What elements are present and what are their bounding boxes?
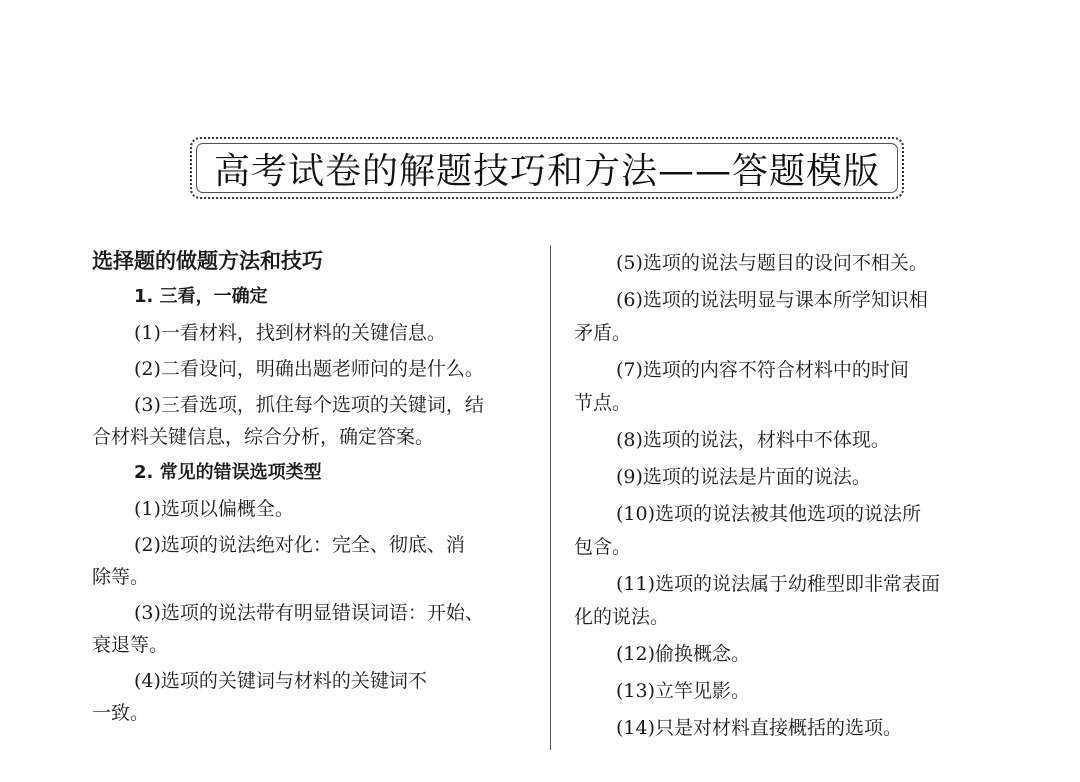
paragraph-line: (10)选项的说法被其他选项的说法所 — [616, 503, 922, 525]
paragraph-line: (12)偷换概念。 — [616, 643, 751, 665]
paragraph-line: 衰退等。 — [92, 634, 169, 656]
paragraph-line: (14)只是对材料直接概括的选项。 — [616, 717, 903, 739]
paragraph-line: (3)三看选项，抓住每个选项的关键词，结 — [134, 394, 484, 416]
paragraph-line: (7)选项的内容不符合材料中的时间 — [616, 359, 909, 381]
subheading-three-looks: 1. 三看，一确定 — [134, 286, 268, 307]
paragraph-line: 矛盾。 — [574, 322, 632, 344]
paragraph-line: (2)选项的说法绝对化：完全、彻底、消 — [134, 534, 465, 556]
paragraph-line: (5)选项的说法与题目的设问不相关。 — [616, 252, 928, 274]
paragraph-line: 包含。 — [574, 536, 632, 558]
paragraph-line: (8)选项的说法，材料中不体现。 — [616, 429, 890, 451]
paragraph-line: (11)选项的说法属于幼稚型即非常表面 — [616, 573, 941, 595]
paragraph-line: (1)选项以偏概全。 — [134, 498, 294, 520]
paragraph-line: 化的说法。 — [574, 606, 670, 628]
subheading-error-types: 2. 常见的错误选项类型 — [134, 462, 322, 483]
paragraph-line: 合材料关键信息，综合分析，确定答案。 — [92, 426, 435, 448]
page-title: 高考试卷的解题技巧和方法——答题模版 — [213, 150, 880, 192]
paragraph-line: (3)选项的说法带有明显错误词语：开始、 — [134, 602, 484, 624]
section-heading: 选择题的做题方法和技巧 — [92, 249, 323, 273]
paragraph-line: (13)立竿见影。 — [616, 680, 751, 702]
paragraph-line: 除等。 — [92, 566, 150, 588]
column-divider — [550, 245, 551, 750]
left-column — [92, 246, 532, 736]
paragraph-line: (4)选项的关键词与材料的关键词不 — [134, 670, 427, 692]
paragraph-line: (2)二看设问，明确出题老师问的是什么。 — [134, 358, 484, 380]
title-frame — [190, 137, 904, 199]
paragraph-line: 一致。 — [92, 702, 150, 724]
paragraph-line: (1)一看材料，找到材料的关键信息。 — [134, 322, 446, 344]
paragraph-line: (6)选项的说法明显与课本所学知识相 — [616, 289, 928, 311]
paragraph-line: (9)选项的说法是片面的说法。 — [616, 466, 871, 488]
paragraph-line: 节点。 — [574, 392, 632, 414]
right-column — [574, 250, 1014, 752]
